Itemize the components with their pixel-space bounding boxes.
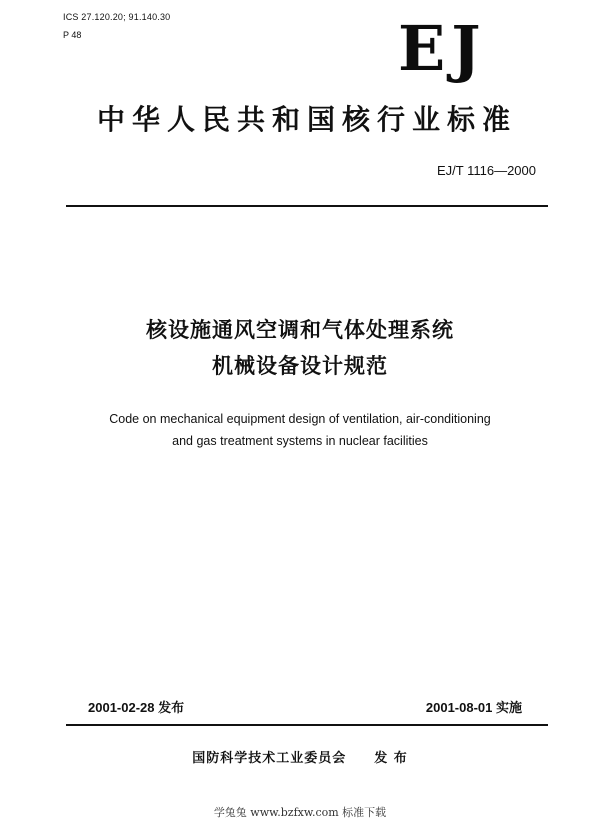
org-title: 中华人民共和国核行业标准 xyxy=(96,103,517,136)
implementation-date: 2001-08-01 实施 xyxy=(425,700,522,715)
title-en-line-2: and gas treatment systems in nuclear facilities xyxy=(172,434,428,448)
issue-date: 2001-02-28 发布 xyxy=(88,700,185,715)
title-en-line-1: Code on mechanical equipment design of ventilation, air-conditioning xyxy=(109,412,491,426)
publisher-action: 发 布 xyxy=(374,751,408,766)
classification-code: P 48 xyxy=(63,30,82,40)
publisher xyxy=(0,750,600,768)
title-cn-line-2: 机械设备设计规范 xyxy=(212,354,388,378)
top-divider xyxy=(66,205,548,207)
bottom-divider xyxy=(66,724,548,726)
ics-code: ICS 27.120.20; 91.140.30 xyxy=(63,12,171,22)
title-cn-line-1: 核设施通风空调和气体处理系统 xyxy=(146,318,454,342)
document-title-cn xyxy=(0,312,600,384)
document-title-en xyxy=(0,408,600,452)
publisher-name: 国防科学技术工业委员会 xyxy=(192,751,347,766)
site-watermark: 学兔兔 www.bzfxw.com 标准下载 xyxy=(213,806,387,819)
ej-logo: EJ xyxy=(398,12,487,85)
standard-number: EJ/T 1116—2000 xyxy=(436,163,536,178)
